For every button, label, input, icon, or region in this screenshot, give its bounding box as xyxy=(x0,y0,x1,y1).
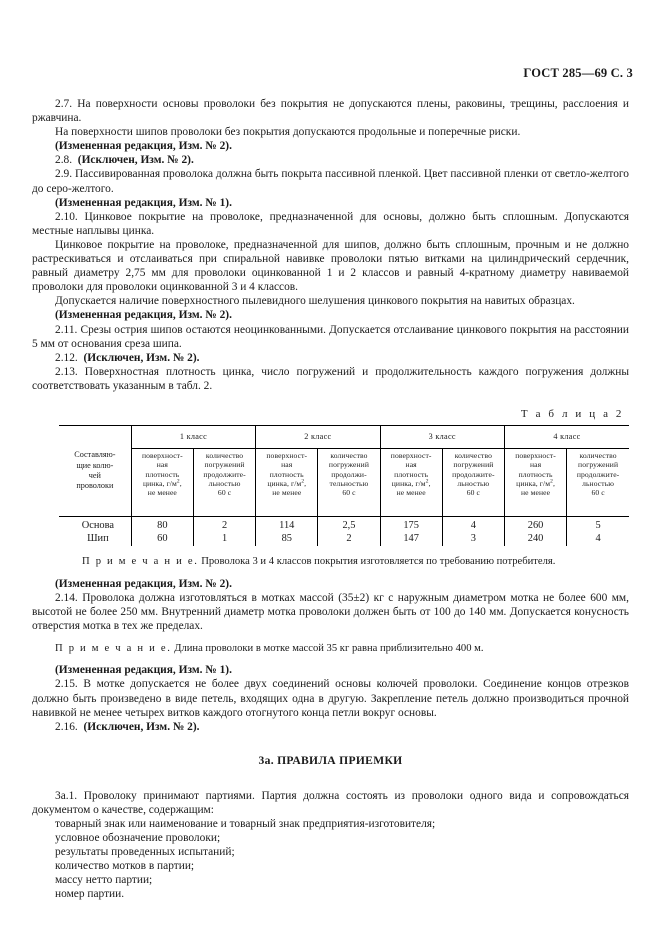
table-2-wrapper xyxy=(59,425,629,568)
stub-header-line-1: Составляю- xyxy=(74,450,116,460)
cell-c2-density-ship: 85 xyxy=(256,533,318,546)
subheader-line: 60 с xyxy=(466,488,480,498)
class-header-1: 1 класс xyxy=(131,425,255,448)
list-item: номер партии. xyxy=(55,888,125,901)
clause-2-12-text: (Исключен, Изм. № 2). xyxy=(83,351,200,364)
table-zinc-coating xyxy=(59,425,629,546)
cell-c3-dips-ship: 3 xyxy=(442,533,504,546)
table-row xyxy=(59,516,629,533)
note-2-14 xyxy=(32,642,629,655)
subheader-line: поверхност- xyxy=(141,450,183,460)
revision-note-3: (Измененная редакция, Изм. № 2). xyxy=(55,309,232,322)
list-item: количество мотков в партии; xyxy=(55,860,195,873)
paragraph-2-10c: Допускается наличие поверхностного пылевидного шелушения цинкового покрытия на навитых образцах. xyxy=(55,295,575,308)
subheader-line-units: цинка, $г/м^2$, xyxy=(142,478,182,488)
paragraph-2-15: 2.15. В мотке допускается не более двух соединений основы колючей проволоки. Соединение концов отрезков должно быть произведено в виде петель, входящих одна в другую. Закрепление петель должно производиться прочной навивкой не менее четырех витков каждого отогнутого конца петли вокруг основы. xyxy=(32,678,629,719)
cell-c2-density-osnova: 114 xyxy=(256,516,318,533)
section-heading-3a: 3а. ПРАВИЛА ПРИЕМКИ xyxy=(258,753,403,767)
paragraph-3a-1: 3а.1. Проволоку принимают партиями. Партия должна состоять из проволоки одного вида и сопровождаться документом о качестве, содержащим: xyxy=(32,789,629,816)
subheader-line: не менее xyxy=(396,488,426,498)
list-item: товарный знак или наименование и товарный знак предприятия-изготовителя; xyxy=(55,818,436,830)
table-header-row-classes xyxy=(59,425,629,448)
subheader-line: ная xyxy=(156,460,168,470)
stub-header-line-3: чей xyxy=(88,470,101,480)
subheader-line: 60 с xyxy=(342,488,356,498)
subheader-line-units: цинка, $г/м^2$, xyxy=(391,478,431,488)
subheader-line-units: цинка, $г/м^2$, xyxy=(516,478,555,488)
cell-c3-density-ship: 147 xyxy=(380,533,442,546)
list-item: условное обозначение проволоки; xyxy=(55,832,221,845)
cell-c1-dips-ship: 1 xyxy=(193,533,255,546)
paragraph-2-10b: Цинковое покрытие на проволоке, предназначенной для шипов, должно быть сплошным, прочным и не должно растрескиваться и отслаиваться при спиральной навивке проволоки пятью витками на цилиндрический сердечник, равный диаметру 2,75 мм для проволоки оцинкованной 1 и 2 классов и равный 4-кратному диаметру навиваемой проволоки для проволоки оцинкованной 3 и 4 классов. xyxy=(32,238,629,294)
subheader-line: 60 с xyxy=(591,488,605,498)
subheader-line: продолжите- xyxy=(452,469,495,479)
subheader-line: ная xyxy=(529,460,542,470)
cell-c4-density-ship: 240 xyxy=(504,533,566,546)
subheader-line: погружений xyxy=(328,460,369,470)
subheader-dips-2 xyxy=(318,448,380,516)
table-row xyxy=(59,533,629,546)
revision-note-1: (Измененная редакция, Изм. № 2). xyxy=(55,140,232,153)
revision-note-5: (Измененная редакция, Изм. № 1). xyxy=(55,664,232,677)
subheader-line: плотность xyxy=(269,469,304,479)
subheader-density-2 xyxy=(256,448,318,516)
note-2-14-label: П р и м е ч а н и е. xyxy=(55,643,172,655)
document-body xyxy=(32,97,629,902)
paragraph-2-10: 2.10. Цинковое покрытие на проволоке, предназначенной для основы, должно быть сплошным. Допускаются местные наплывы цинка. xyxy=(32,210,629,237)
subheader-line: не менее xyxy=(521,488,551,498)
subheader-dips-4 xyxy=(567,448,629,516)
list-item: результаты проведенных испытаний; xyxy=(55,846,235,859)
subheader-line: плотность xyxy=(145,469,180,479)
subheader-line: количество xyxy=(579,450,617,460)
cell-c3-dips-osnova: 4 xyxy=(442,516,504,533)
table-note-label: П р и м е ч а н и е. xyxy=(82,555,199,567)
subheader-density-4 xyxy=(504,448,566,516)
subheader-line: не менее xyxy=(272,488,302,498)
subheader-dips-1 xyxy=(193,448,255,516)
cell-c1-dips-osnova: 2 xyxy=(193,516,255,533)
subheader-line: количество xyxy=(330,450,368,460)
subheader-line: плотность xyxy=(394,469,429,479)
clause-2-12-number: 2.12. xyxy=(55,351,84,364)
subheader-line: продолжите- xyxy=(576,469,620,479)
subheader-line: ная xyxy=(281,460,293,470)
class-header-2: 2 класс xyxy=(256,425,380,448)
cell-c2-dips-ship: 2 xyxy=(318,533,380,546)
clause-2-8-number: 2.8. xyxy=(55,154,78,167)
table-caption: Т а б л и ц а 2 xyxy=(520,407,624,420)
cell-c2-dips-osnova: 2,5 xyxy=(318,516,380,533)
class-header-3: 3 класс xyxy=(380,425,504,448)
subheader-line: ная xyxy=(405,460,417,470)
subheader-line: продолжи- xyxy=(331,469,367,479)
running-head: ГОСТ 285—69 С. 3 xyxy=(523,66,633,80)
document-requirements-list xyxy=(32,817,629,902)
subheader-line: погружений xyxy=(204,460,245,470)
subheader-line-units: цинка, $г/м^2$, xyxy=(267,478,307,488)
subheader-line: плотность xyxy=(518,469,553,479)
class-header-4: 4 класс xyxy=(504,425,629,448)
subheader-line: льностью xyxy=(208,478,241,488)
subheader-density-3 xyxy=(380,448,442,516)
clause-2-16-number: 2.16. xyxy=(55,720,84,733)
subheader-line: погружений xyxy=(578,460,619,470)
subheader-line: количество xyxy=(205,450,244,460)
list-item: массу нетто партии; xyxy=(55,874,153,887)
subheader-line: поверхност- xyxy=(390,450,432,460)
subheader-dips-3 xyxy=(442,448,504,516)
subheader-line: количество xyxy=(454,450,492,460)
row-label-ship: Шип xyxy=(87,533,109,545)
clause-2-16-text: (Исключен, Изм. № 2). xyxy=(83,720,200,733)
subheader-line: поверхност- xyxy=(266,450,308,460)
paragraph-2-13: 2.13. Поверхностная плотность цинка, число погружений и продолжительность каждого погружения должны соответствовать указанным в табл. 2. xyxy=(32,365,629,392)
subheader-line: продолжите- xyxy=(203,469,246,479)
note-2-14-text: Длина проволоки в мотке массой 35 кг равна приблизительно 400 м. xyxy=(174,643,484,655)
cell-c4-density-osnova: 260 xyxy=(504,516,566,533)
paragraph-2-7: 2.7. На поверхности основы проволоки без покрытия не допускаются плены, раковины, трещины, расслоения и ржавчина. xyxy=(32,98,629,125)
table-note xyxy=(59,555,629,568)
paragraph-2-11: 2.11. Срезы острия шипов остаются неоцинкованными. Допускается отслаивание цинкового покрытия на расстоянии 5 мм от основания среза шипа. xyxy=(32,323,629,350)
table-stub-header xyxy=(59,425,131,516)
paragraph-2-14: 2.14. Проволока должна изготовляться в мотках массой (35±2) кг с наружным диаметром мотка не более 600 мм, высотой не более 250 мм. Внутренний диаметр мотка проволоки должен быть от 100 до 140 мм. Допускается конусность отверстия мотка в тех же пределах. xyxy=(32,592,629,633)
subheader-line: не менее xyxy=(147,488,177,498)
subheader-line: льностью xyxy=(457,478,490,488)
paragraph-2-16 xyxy=(32,720,629,734)
paragraph-2-7b: На поверхности шипов проволоки без покрытия допускаются продольные и поперечные риски. xyxy=(55,126,521,139)
subheader-density-1 xyxy=(131,448,193,516)
row-label-osnova: Основа xyxy=(81,520,114,532)
revision-note-4: (Измененная редакция, Изм. № 2). xyxy=(55,577,232,590)
table-header-row-subheaders xyxy=(59,448,629,516)
cell-c3-density-osnova: 175 xyxy=(380,516,442,533)
revision-note-2: (Измененная редакция, Изм. № 1). xyxy=(55,196,232,209)
stub-header-line-2: щие колю- xyxy=(76,460,114,470)
subheader-line: тельностью xyxy=(329,478,369,488)
paragraph-2-12 xyxy=(32,351,629,365)
stub-header-line-4: проволоки xyxy=(76,481,114,491)
subheader-line: погружений xyxy=(453,460,494,470)
cell-c1-density-osnova: 80 xyxy=(131,516,193,533)
clause-2-8-text: (Исключен, Изм. № 2). xyxy=(77,154,194,167)
paragraph-2-8 xyxy=(32,153,629,167)
cell-c4-dips-ship: 4 xyxy=(567,533,629,546)
subheader-line: льностью xyxy=(582,478,615,488)
table-note-text: Проволока 3 и 4 классов покрытия изготовляется по требованию потребителя. xyxy=(201,555,556,567)
paragraph-2-9: 2.9. Пассивированная проволока должна быть покрыта пассивной пленкой. Цвет пассивной пленки от светло-желтого до серо-желтого. xyxy=(32,168,629,195)
cell-c4-dips-osnova: 5 xyxy=(567,516,629,533)
subheader-line: поверхност- xyxy=(515,450,556,460)
cell-c1-density-ship: 60 xyxy=(131,533,193,546)
subheader-line: 60 с xyxy=(217,488,232,498)
